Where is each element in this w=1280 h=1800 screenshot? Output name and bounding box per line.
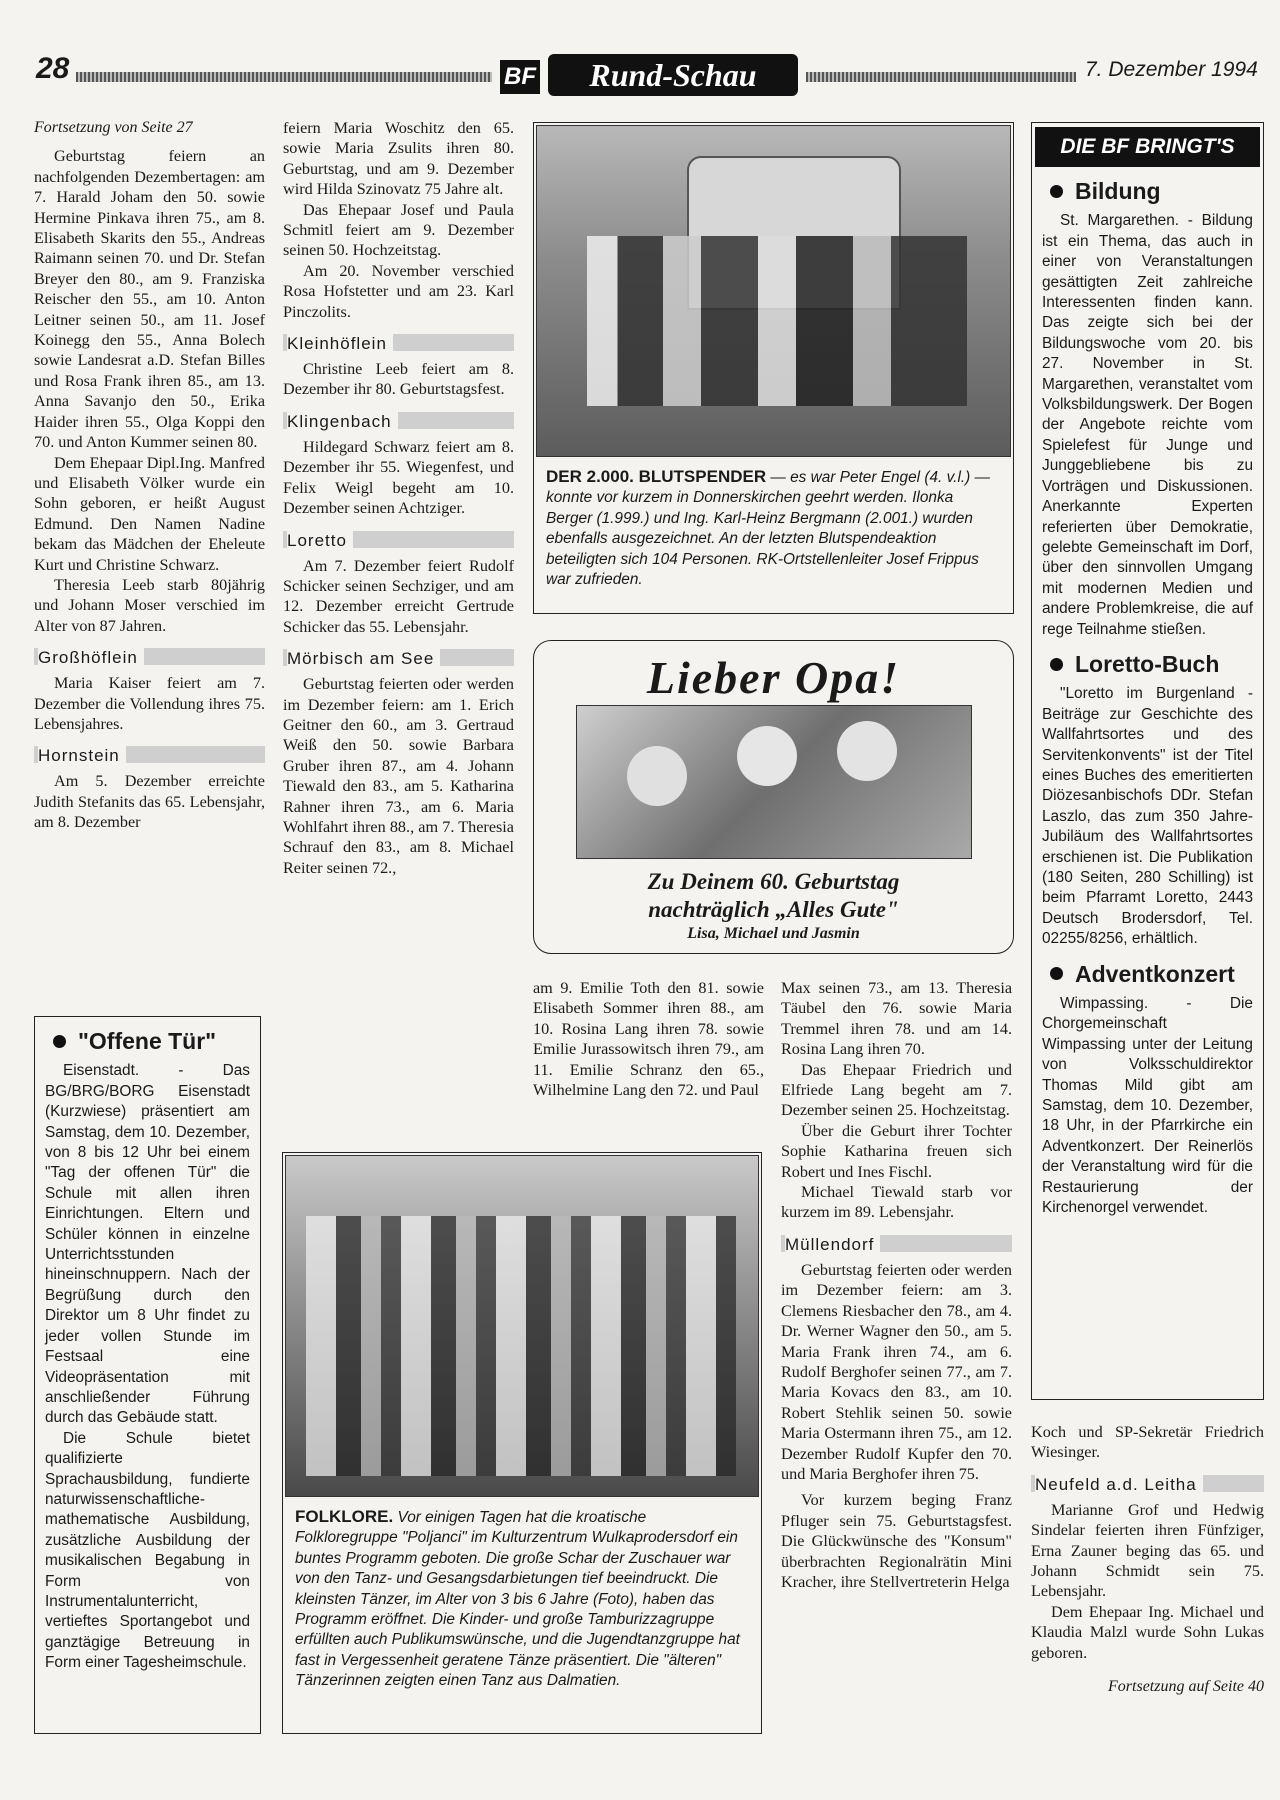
header-rule-right <box>806 72 1076 82</box>
paragraph: Am 20. November verschied Rosa Hofstetter und am 23. Karl Pinczolits. <box>283 261 514 321</box>
box-heading: Adventkonzert <box>1050 964 1253 984</box>
paragraph: feiern Maria Woschitz den 65. sowie Maria Zsulits ihren 80. Geburtstag, und am 9. Dezember wird Hilda Szinovatz 75 Jahre alt. <box>283 119 514 199</box>
paragraph: Über die Geburt ihrer Tochter Sophie Katharina freuen sich Robert und Ines Fischl. <box>781 1121 1012 1181</box>
masthead-title: Rund-Schau <box>548 54 798 96</box>
paragraph: Dem Ehepaar Dipl.Ing. Manfred und Elisabeth Völker wurde ein Sohn geboren, er heißt August Edmund. Den Namen Nadine bekam das Mädchen der Eheleute Kurt und Christine Schwarz. <box>34 453 265 574</box>
folklore-photo <box>285 1155 759 1497</box>
box-heading: "Offene Tür" <box>53 1031 250 1051</box>
bf-logo: BF <box>500 60 540 94</box>
paragraph: Am 7. Dezember feiert Rudolf Schicker seinen Sechziger, und am 12. Dezember erreicht Gertrude Schicker das 55. Lebensjahr. <box>283 556 514 636</box>
group-of-people <box>587 236 967 406</box>
paragraph: Maria Kaiser feiert am 7. Dezember die Vollendung ihres 75. Lebensjahres. <box>34 674 265 733</box>
paragraph: Vor kurzem beging Franz Pfluger sein 75. Geburtstagsfest. Die Glückwünsche des "Konsum" überbrachten Regionalrätin Mini Kracher, ihre Stellvertreterin Helga <box>781 1491 1012 1591</box>
bullet-icon <box>1050 967 1063 980</box>
paragraph: Das Ehepaar Friedrich und Elfriede Lang begeht am 7. Dezember seinen 25. Hochzeitstag. <box>781 1060 1012 1120</box>
paragraph: Eisenstadt. - Das BG/BRG/BORG Eisenstadt (Kurzwiese) präsentiert am Samstag, dem 10. Dezember, von 8 bis 12 Uhr bei einem "Tag der offenen Tür" die Schule mit allen ihren Einrichtungen. Eltern und Schüler können in einzelne Unterrichtsstunden hineinschnuppern. Nach der Begrüßung durch den Direktor um 8 Uhr findet zu jeder vollen Stunde im Festsaal eine Videopräsentation mit anschließender Führung durch das Gebäude statt. <box>45 1062 250 1427</box>
paragraph: am 9. Emilie Toth den 81. sowie Elisabeth Sommer ihren 88., am 10. Rosina Lang ihren 78. sowie Emilie Jurassowitsch ihren 79., am 11. Emilie Schranz den 65., Wilhelmine Lang den 72. und Paul <box>533 979 764 1100</box>
section-heading: Müllendorf <box>781 1235 1012 1252</box>
continued-from: Fortsetzung von Seite 27 <box>34 119 193 136</box>
paragraph: Die Schule bietet qualifizierte Sprachausbildung, fundierte naturwissenschaftliche-mathematische Ausbildung, zusätzliche Ausbildung der musikalischen Begabung in Form von Instrumentalunterricht, vertieftes Sportangebot und ganztägige Betreuung in Form einer Tagesheimschule. <box>45 1429 250 1672</box>
paragraph: Dem Ehepaar Ing. Michael und Klaudia Malzl wurde Sohn Lukas geboren. <box>1031 1602 1264 1662</box>
section-heading: Klingenbach <box>283 412 514 429</box>
bullet-icon <box>1050 185 1063 198</box>
sidebar-box <box>1031 122 1264 1400</box>
box-heading: Loretto-Buch <box>1050 654 1253 674</box>
section-heading: Neufeld a.d. Leitha <box>1031 1475 1264 1492</box>
paragraph: St. Margarethen. - Bildung ist ein Thema, das auch in einer von Veranstaltungen gesättigten Zeit zahlreiche Interessenten finden kann. Das zeigte sich bei der Bildungswoche vom 20. bis 27. November in St. Margarethen, veranstaltet vom Volksbildungswerk. Der Bogen der Angebote reichte vom Spielefest für Junge und Junggebliebene bis zu Vorträgen und Diskussionen. Anerkannte Experten referierten über Demokratie, gelebte Gemeinschaft im Dorf, über den sinnvollen Umgang mit modernen Medien und andere Problemkreise, die auf rege Teilnahme stießen. <box>1042 212 1253 638</box>
open-day-box <box>34 1016 261 1734</box>
section-heading: Mörbisch am See <box>283 649 514 666</box>
photo-caption: DER 2.000. BLUTSPENDER — es war Peter Engel (4. v.l.) — konnte vor kurzem in Donnerskirchen geehrt werden. Ilonka Berger (1.999.) und Ing. Karl-Heinz Bergmann (2.001.) wurden ebenfalls ausgezeichnet. An der letzten Blutspendeaktion beteiligten sich 104 Personen. RK-Ortstellenleiter Josef Frippus war zufrieden. <box>546 467 990 589</box>
paragraph: Max seinen 73., am 13. Theresia Täubel den 76. sowie Maria Tremmel ihren 78. und am 14. Rosina Lang ihren 70. <box>781 979 1012 1059</box>
paragraph: "Loretto im Burgenland - Beiträge zur Geschichte des Wallfahrtsortes und des Servitenkonvents" ist der Titel eines Buches des emeritierten Diözesanbischofs DDr. Stefan Laszlo, das zum 350 Jahre-Jubiläum des Wallfahrtsortes erschienen ist. Die Publikation (180 Seiten, 280 Schilling) ist beim Pfarramt Loretto, 2443 Deutsch Brodersdorf, Tel. 02255/8256, erhältlich. <box>1042 685 1253 948</box>
blood-donor-feature <box>533 122 1014 614</box>
blood-donor-photo <box>536 125 1011 457</box>
column-5 <box>1031 1422 1264 1697</box>
section-heading: Kleinhöflein <box>283 334 514 351</box>
ad-signature: Lisa, Michael und Jasmin <box>687 925 860 942</box>
paragraph: Michael Tiewald starb vor kurzem im 89. Lebensjahr. <box>781 1183 1012 1222</box>
folklore-feature <box>282 1152 762 1734</box>
section-heading: Großhöflein <box>34 648 265 665</box>
paragraph: Koch und SP-Sekretär Friedrich Wiesinger. <box>1031 1423 1264 1462</box>
ad-line-2: nachträglich „Alles Gute" <box>648 897 899 922</box>
issue-date: 7. Dezember 1994 <box>1085 58 1258 81</box>
paragraph: Hildegard Schwarz feiert am 8. Dezember ihr 55. Wiegenfest, und Felix Weigl begeht am 10. Dezember seinen Achtziger. <box>283 437 514 518</box>
birthday-ad <box>533 640 1014 954</box>
ad-headline: Lieber Opa! <box>646 652 901 703</box>
children-photo <box>576 705 972 859</box>
ad-line-1: Zu Deinem 60. Geburtstag <box>647 869 900 894</box>
column-3-continuation <box>533 978 764 1100</box>
sidebar-title: DIE BF BRINGT'S <box>1035 127 1260 167</box>
page-number: 28 <box>36 52 70 85</box>
section-heading: Hornstein <box>34 746 265 763</box>
column-4 <box>781 978 1012 1592</box>
header-rule-left <box>76 72 492 82</box>
paragraph: Geburtstag feierten oder werden im Dezember feiern: am 3. Clemens Riesbacher den 78., am 4. Dr. Werner Wagner den 50., am 5. Maria Frank ihren 74., am 6. Rudolf Berghofer seinen 77., am 7. Maria Kovacs den 83., am 10. Robert Stehlik seinen 50. sowie Maria Ostermann ihren 75., am 12. Dezember Rudolf Kupfer den 70. und Maria Berghofer ihren 75. <box>781 1260 1012 1483</box>
section-heading: Loretto <box>283 531 514 548</box>
box-heading: Bildung <box>1050 181 1253 201</box>
bullet-icon <box>53 1035 66 1048</box>
dancing-children <box>306 1216 736 1476</box>
column-1 <box>34 118 265 833</box>
paragraph: Theresia Leeb starb 80jährig und Johann Moser verschied im Alter von 87 Jahren. <box>34 575 265 635</box>
paragraph: Das Ehepaar Josef und Paula Schmitl feiert am 9. Dezember seinen 50. Hochzeitstag. <box>283 200 514 260</box>
paragraph: Am 5. Dezember erreichte Judith Stefanits das 65. Lebensjahr, am 8. Dezember <box>34 772 265 832</box>
photo-caption: FOLKLORE. Vor einigen Tagen hat die kroatische Folkloregruppe "Poljanci" im Kulturzentrum Wulkaprodersdorf ein buntes Programm geboten. Die große Schar der Zuschauer war von den Tanz- und Gesangsdarbietungen tief beeindruckt. Die kleinsten Tänzer, im Alter von 3 bis 6 Jahre (Foto), haben das Programm eröffnet. Die Kinder- und große Tamburizzagruppe erfüllten auch Publikumswünsche, und die Jugendtanzgruppe hat fast in Vergessenheit geratene Tänze präsentiert. Die "älteren" Tänzerinnen zeigten einen Tanz aus Dalmatien. <box>295 1507 740 1690</box>
paragraph: Wimpassing. - Die Chorgemeinschaft Wimpassing unter der Leitung von Volksschuldirektor Thomas Mild gibt am Samstag, dem 10. Dezember, 18 Uhr, in der Pfarrkirche ein Adventkonzert. Der Reinerlös der Veranstaltung wird für die Restaurierung der Kirchenorgel verwendet. <box>1042 995 1253 1217</box>
continued-to: Fortsetzung auf Seite 40 <box>1108 1678 1264 1696</box>
column-2 <box>283 118 514 878</box>
bullet-icon <box>1050 658 1063 671</box>
paragraph: Christine Leeb feiert am 8. Dezember ihr 80. Geburtstagsfest. <box>283 360 514 399</box>
paragraph: Geburtstag feiern an nachfolgenden Dezembertagen: am 7. Harald Joham den 50. sowie Hermine Pinkava ihren 75., am 8. Elisabeth Skarits den 55., Andreas Raimann seinen 70. und Dr. Stefan Breyer den 80., am 9. Franziska Reischer den 55., am 10. Anton Leitner seinen 50., am 11. Josef Koinegg den 55., Anna Bolech sowie Landesrat a.D. Stefan Billes und Rosa Frank ihren 85., am 13. Anna Savanjo den 50., Erika Haider ihren 55., Olga Koppi den 70. und Anton Kummer seinen 80. <box>34 147 265 452</box>
paragraph: Marianne Grof und Hedwig Sindelar feierten ihren Fünfziger, Erna Zauner beging das 65. und Johann Schmidt sein 75. Lebensjahr. <box>1031 1500 1264 1601</box>
paragraph: Geburtstag feierten oder werden im Dezember feiern: am 1. Erich Geitner den 60., am 3. Gertraud Weiß den 50. sowie Barbara Gruber ihren 87., am 4. Johann Tiewald den 83., am 5. Katharina Rahner ihren 73., am 6. Maria Wohlfahrt ihren 88., am 7. Theresia Schrauf den 83., am 8. Michael Reiter seinen 72., <box>283 675 514 877</box>
